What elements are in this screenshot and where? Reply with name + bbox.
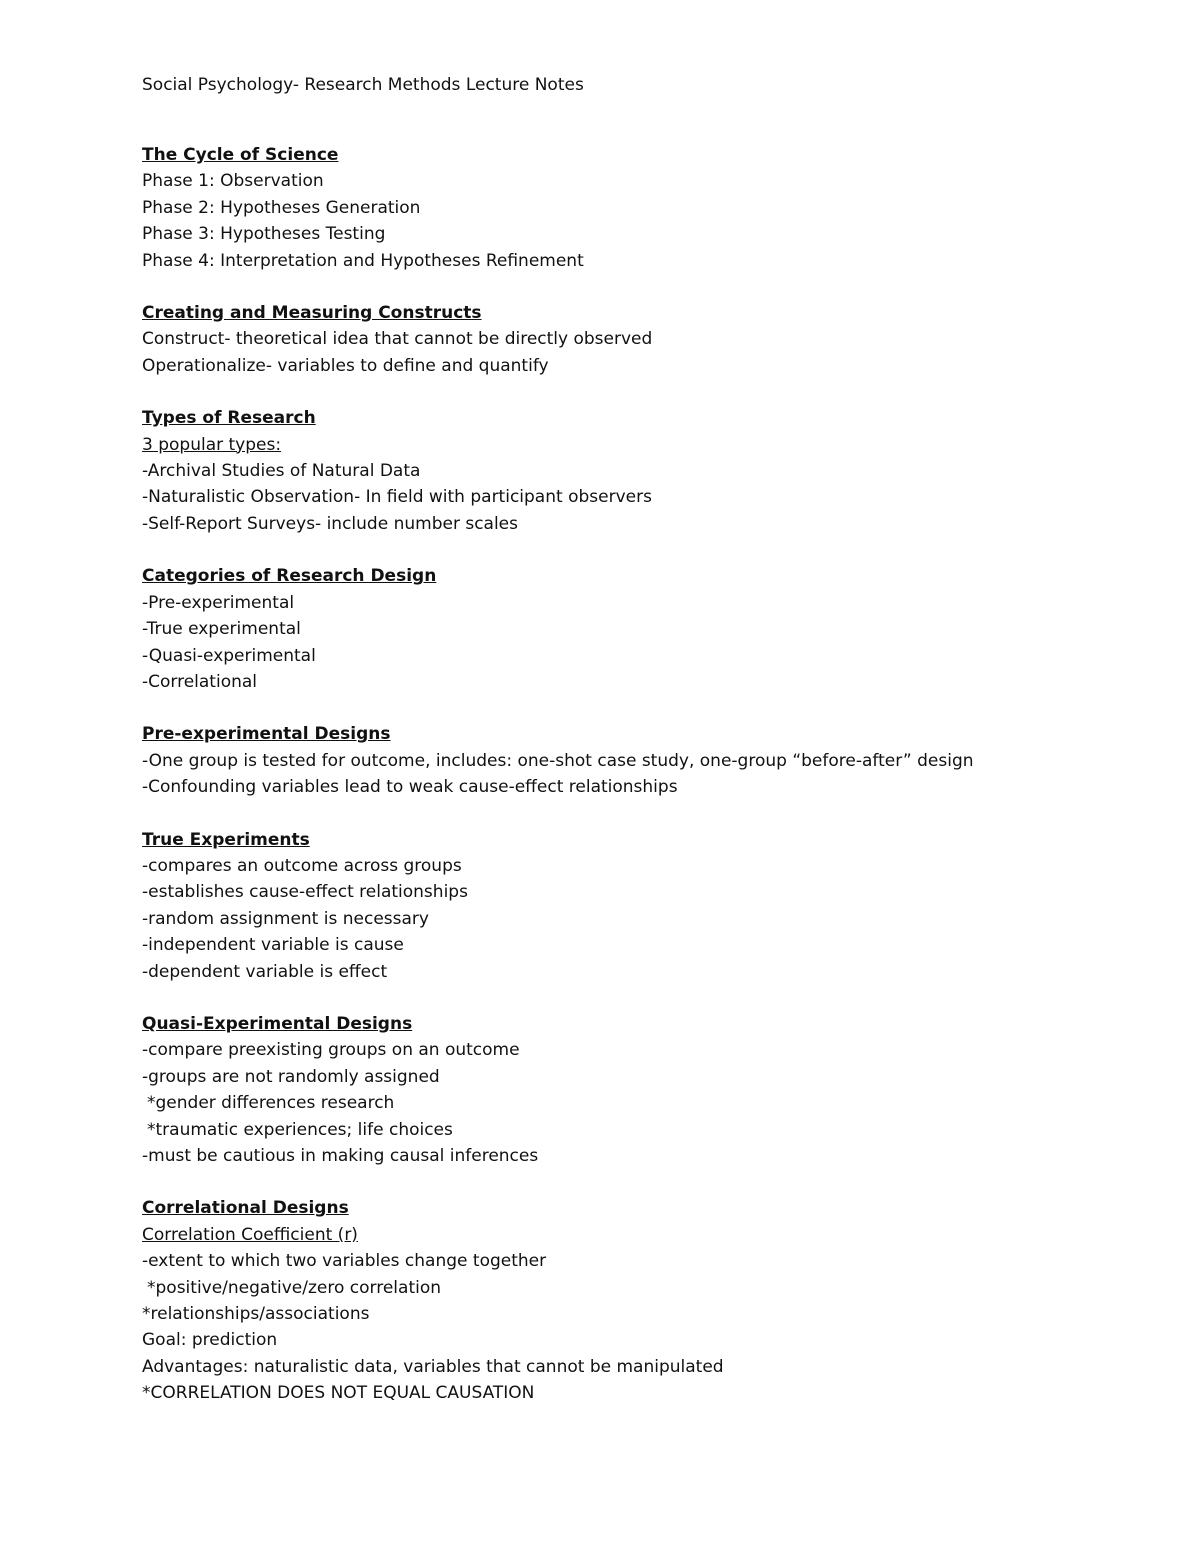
note-line: -Self-Report Surveys- include number scales [142,513,518,534]
notes-section [142,721,1142,800]
note-line: -compare preexisting groups on an outcome [142,1040,520,1061]
section-heading: True Experiments [142,829,310,850]
notes-section [142,827,1142,985]
section-heading: Pre-experimental Designs [142,724,391,745]
note-line: Phase 4: Interpretation and Hypotheses Refinement [142,250,584,271]
document-body [142,142,1142,1407]
note-line: Goal: prediction [142,1330,278,1351]
note-line: *CORRELATION DOES NOT EQUAL CAUSATION [142,1383,535,1404]
note-subpoint: *gender differences research [147,1093,395,1114]
note-line: -independent variable is cause [142,935,404,956]
note-line: -True experimental [142,619,301,640]
note-line: -random assignment is necessary [142,908,429,929]
note-line: -must be cautious in making causal inferences [142,1146,539,1166]
notes-section [142,142,1142,274]
note-subheading: 3 popular types: [142,434,282,455]
note-line: *relationships/associations [142,1304,370,1325]
section-heading: Types of Research [142,408,316,429]
note-subpoint: *positive/negative/zero correlation [147,1277,442,1298]
section-heading: Quasi-Experimental Designs [142,1013,413,1034]
note-line: -Archival Studies of Natural Data [142,461,421,482]
notes-section [142,563,1142,695]
note-subpoint: *traumatic experiences; life choices [147,1119,453,1140]
note-line: -Correlational [142,671,258,692]
note-line: Construct- theoretical idea that cannot be directly observed [142,329,653,350]
note-line: -compares an outcome across groups [142,855,462,876]
note-line: -dependent variable is effect [142,961,388,982]
note-line: -extent to which two variables change together [142,1251,547,1272]
section-heading: Creating and Measuring Constructs [142,303,482,324]
note-line: Phase 1: Observation [142,171,324,192]
note-line: Phase 2: Hypotheses Generation [142,197,421,218]
note-line: -Naturalistic Observation- In field with participant observers [142,487,652,508]
notes-section [142,405,1142,537]
section-heading: Categories of Research Design [142,566,437,587]
document-title: Social Psychology- Research Methods Lecture Notes [142,75,584,95]
note-line: -Confounding variables lead to weak cause-effect relationships [142,777,678,798]
section-heading: The Cycle of Science [142,145,339,165]
note-line: Advantages: naturalistic data, variables that cannot be manipulated [142,1356,724,1377]
note-line: -groups are not randomly assigned [142,1066,440,1087]
note-line: -Quasi-experimental [142,645,316,666]
note-line: -Pre-experimental [142,592,295,613]
notes-section [142,1011,1142,1169]
note-line: Phase 3: Hypotheses Testing [142,224,386,245]
section-heading: Correlational Designs [142,1198,349,1219]
note-subheading: Correlation Coefficient (r) [142,1224,358,1245]
document-page [142,72,1142,1433]
note-line: -One group is tested for outcome, includes: one-shot case study, one-group “before-after” design [142,750,974,771]
note-line: Operationalize- variables to define and quantify [142,355,549,376]
notes-section [142,300,1142,379]
notes-section [142,1195,1142,1406]
note-line: -establishes cause-effect relationships [142,882,468,903]
